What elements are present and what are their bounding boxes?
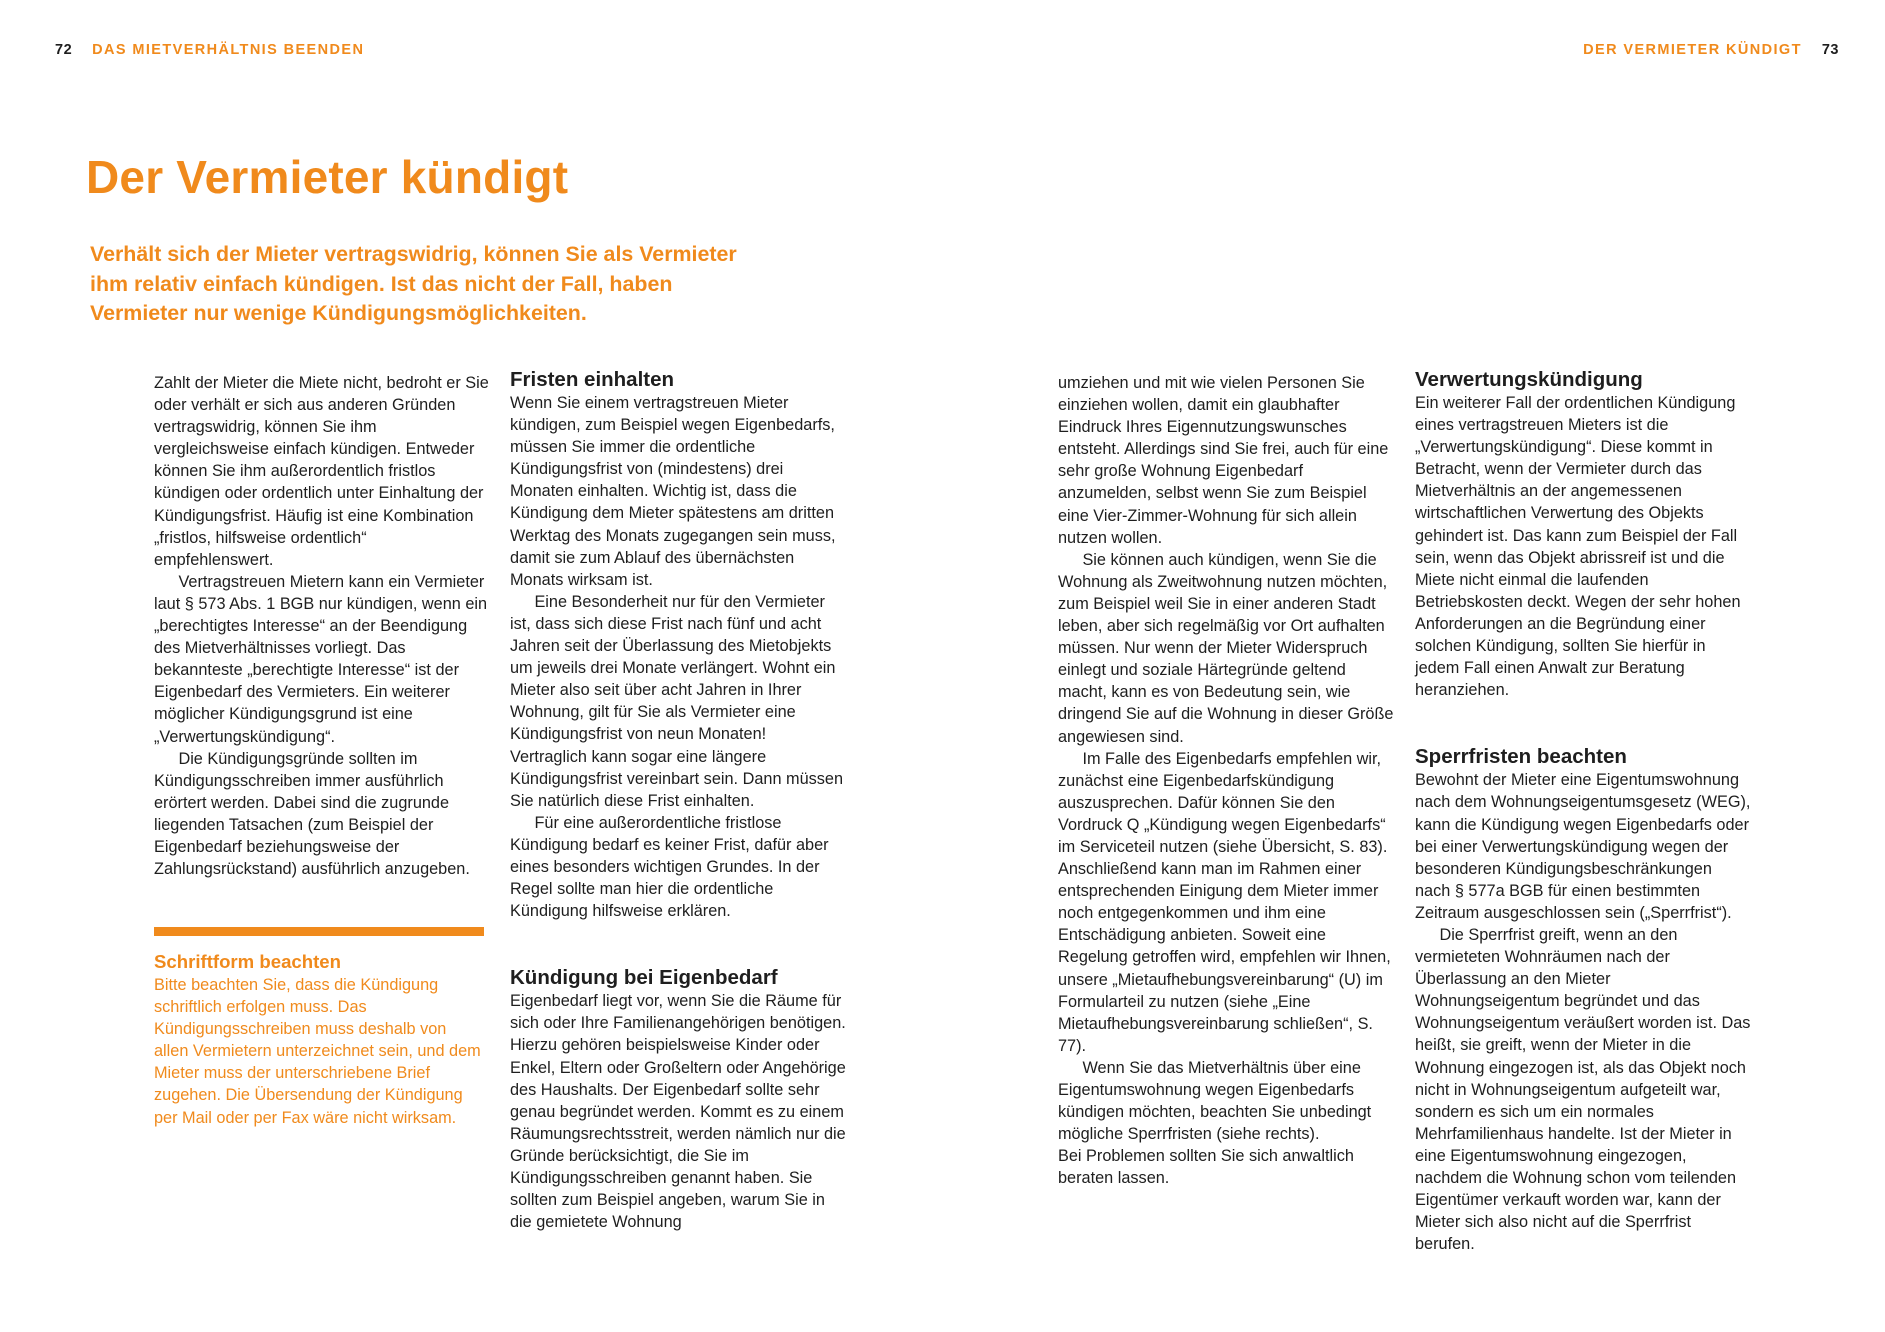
running-header-right [1583, 42, 1839, 58]
paragraph: Sie können auch kündigen, wenn Sie die Wohnung als Zweitwohnung nutzen möchten, zum Beispiel weil Sie in einer anderen Stadt leben, aber sich regelmäßig vor Ort aufhalten müssen. Nur wenn der Mieter Widerspruch einlegt und soziale Härtegründe geltend macht, kann es von Bedeutung sein, wie dringend Sie auf die Wohnung in dieser Größe angewiesen sind. [1058, 550, 1394, 746]
paragraph: Bewohnt der Mieter eine Eigentumswohnung nach dem Wohnungseigentumsgesetz (WEG), kann die Kündigung wegen Eigenbedarfs oder bei einer Verwertungskündigung wegen der besonderen Kündigungsbeschränkungen nach § 577a BGB für einen bestimmten Zeitraum ausgeschlossen sein („Sperrfrist“). [1415, 771, 1751, 922]
paragraph: Wenn Sie das Mietverhältnis über eine Eigentumswohnung wegen Eigenbedarfs kündigen möchten, beachten Sie unbedingt mögliche Sperrfristen (siehe rechts). [1058, 1058, 1372, 1144]
paragraph: Im Falle des Eigenbedarfs empfehlen wir, zunächst eine Eigenbedarfskündigung auszusprechen. Dafür können Sie den Vordruck Q „Kündigung wegen Eigenbedarfs“ im Serviceteil nutzen (siehe Übersicht, S. 83). Anschließend kann man im Rahmen einer entsprechenden Einigung dem Mieter immer noch entgegenkommen und ihm eine Entschädigung anbieten. Soweit eine Regelung getroffen wird, empfehlen wir Ihnen, unsere „Mietaufhebungsvereinbarung“ (U) im Formularteil zu nutzen (siehe „Eine Mietaufhebungsvereinbarung schließen“, S. 77). [1058, 749, 1391, 1055]
chapter-lead: Verhält sich der Mieter vertragswidrig, können Sie als Vermieter ihm relativ einfach kündigen. Ist das nicht der Fall, haben Vermieter nur wenige Kündigungsmöglichkeiten. [90, 242, 737, 325]
running-title-left: DAS MIETVERHÄLTNIS BEENDEN [92, 42, 365, 58]
column-4 [1415, 368, 1751, 1255]
paragraph: Die Kündigungsgründe sollten im Kündigungsschreiben immer ausführlich erörtert werden. Dabei sind die zugrunde liegenden Tatsachen (zum Beispiel der Eigenbedarf beziehungsweise der Zahlungsrückstand) ausführlich anzugeben. [154, 749, 470, 879]
column-3 [1058, 372, 1396, 1189]
paragraph: Die Sperrfrist greift, wenn an den vermieteten Wohnräumen nach der Überlassung an den Mieter Wohnungseigentum begründet und das Wohnungseigentum veräußert worden ist. Das heißt, sie greift, wenn der Mieter in die Wohnung eingezogen ist, als das Objekt noch nicht in Wohnungseigentum aufgeteilt war, sondern es sich um ein normales Mehrfamilienhaus handelte. Ist der Mieter in eine Eigentumswohnung eingezogen, nachdem die Wohnung schon vom teilenden Eigentümer verkauft worden war, kann der Mieter sich also nicht auf die Sperrfrist berufen. [1415, 925, 1751, 1254]
info-box [154, 927, 484, 1129]
paragraph: Ein weiterer Fall der ordentlichen Kündigung eines vertragstreuen Mieters ist die „Verwertungskündigung“. Diese kommt in Betracht, wenn der Vermieter durch das Mietverhältnis an der angemessenen wirtschaftlichen Verwertung des Objekts gehindert ist. Das kann zum Beispiel der Fall sein, wenn das Objekt abrissreif ist und die Miete nicht einmal die laufenden Betriebskosten deckt. Wegen der sehr hohen Anforderungen an die Begründung einer solchen Kündigung, sollten Sie hierfür in jedem Fall einen Anwalt zur Beratung heranziehen. [1415, 394, 1741, 700]
paragraph: Eigenbedarf liegt vor, wenn Sie die Räume für sich oder Ihre Familienangehörigen benötigen. Hierzu gehören beispielsweise Kinder oder Enkel, Eltern oder Großeltern oder Angehörige des Haushalts. Der Eigenbedarf sollte sehr genau begründet werden. Kommt es zu einem Räumungsrechtsstreit, werden nämlich nur die Gründe berücksichtigt, die Sie im Kündigungsschreiben genannt haben. Sie sollten zum Beispiel angeben, warum Sie in die gemietete Wohnung [510, 992, 846, 1232]
paragraph: umziehen und mit wie vielen Personen Sie einziehen wollen, damit ein glaubhafter Eindruck Ihres Eigennutzungswunsches entsteht. Allerdings sind Sie frei, auch für eine sehr große Wohnung Eigenbedarf anzumelden, selbst wenn Sie zum Beispiel eine Vier-Zimmer-Wohnung für sich allein nutzen wollen. [1058, 374, 1389, 547]
page-number-right: 73 [1821, 42, 1839, 58]
page-number-left: 72 [55, 42, 73, 58]
section-heading: Fristen einhalten [510, 368, 675, 391]
paragraph: Bei Problemen sollten Sie sich anwaltlich beraten lassen. [1058, 1147, 1354, 1188]
running-header-left [55, 42, 364, 58]
column-1 [154, 372, 490, 880]
column-2 [510, 368, 846, 1233]
paragraph: Vertragstreuen Mietern kann ein Vermieter laut § 573 Abs. 1 BGB nur kündigen, wenn ein „berechtigtes Interesse“ an der Beendigung des Mietverhältnisses vorliegt. Das bekannteste „berechtigte Interesse“ ist der Eigenbedarf des Vermieters. Ein weiterer möglicher Kündigungsgrund ist eine „Verwertungskündigung“. [154, 572, 488, 746]
info-box-title: Schriftform beachten [154, 951, 341, 972]
paragraph: Wenn Sie einem vertragstreuen Mieter kündigen, zum Beispiel wegen Eigenbedarfs, müssen Sie immer die ordentliche Kündigungsfrist von (mindestens) drei Monaten einhalten. Wichtig ist, dass die Kündigung dem Mieter spätestens am dritten Werktag des Monats zugegangen sein muss, damit sie zum Ablauf des übernächsten Monats wirksam ist. [510, 394, 836, 589]
paragraph: Eine Besonderheit nur für den Vermieter ist, dass sich diese Frist nach fünf und acht Jahren seit der Überlassung des Mietobjekts um jeweils drei Monate verlängert. Wohnt ein Mieter also seit über acht Jahren in Ihrer Wohnung, gilt für Sie als Vermieter eine Kündigungsfrist von neun Monaten! Vertraglich kann sogar eine längere Kündigungsfrist vereinbart sein. Dann müssen Sie natürlich diese Frist einhalten. [510, 592, 844, 810]
section-heading: Sperrfristen beachten [1415, 745, 1627, 769]
section-heading: Kündigung bei Eigenbedarf [510, 966, 778, 990]
chapter-title: Der Vermieter kündigt [86, 151, 569, 203]
paragraph: Zahlt der Mieter die Miete nicht, bedroht er Sie oder verhält er sich aus anderen Gründen vertragswidrig, können Sie ihm vergleichsweise einfach kündigen. Entweder können Sie ihm außerordentlich fristlos kündigen oder ordentlich unter Einhaltung der Kündigungsfrist. Häufig ist eine Kombination „fristlos, hilfsweise ordentlich“ empfehlenswert. [154, 374, 489, 569]
running-title-right: DER VERMIETER KÜNDIGT [1583, 42, 1802, 58]
info-box-text: Bitte beachten Sie, dass die Kündigung schriftlich erfolgen muss. Das Kündigungsschreiben muss deshalb von allen Vermietern unterzeichnet sein, und dem Mieter muss der unterschriebene Brief zugehen. Die Übersendung der Kündigung per Mail oder per Fax wäre nicht wirksam. [154, 976, 481, 1127]
section-heading: Verwertungskündigung [1415, 368, 1643, 391]
paragraph: Für eine außerordentliche fristlose Kündigung bedarf es keiner Frist, dafür aber eines besonders wichtigen Grundes. In der Regel sollte man hier die ordentliche Kündigung hilfsweise erklären. [510, 813, 829, 921]
